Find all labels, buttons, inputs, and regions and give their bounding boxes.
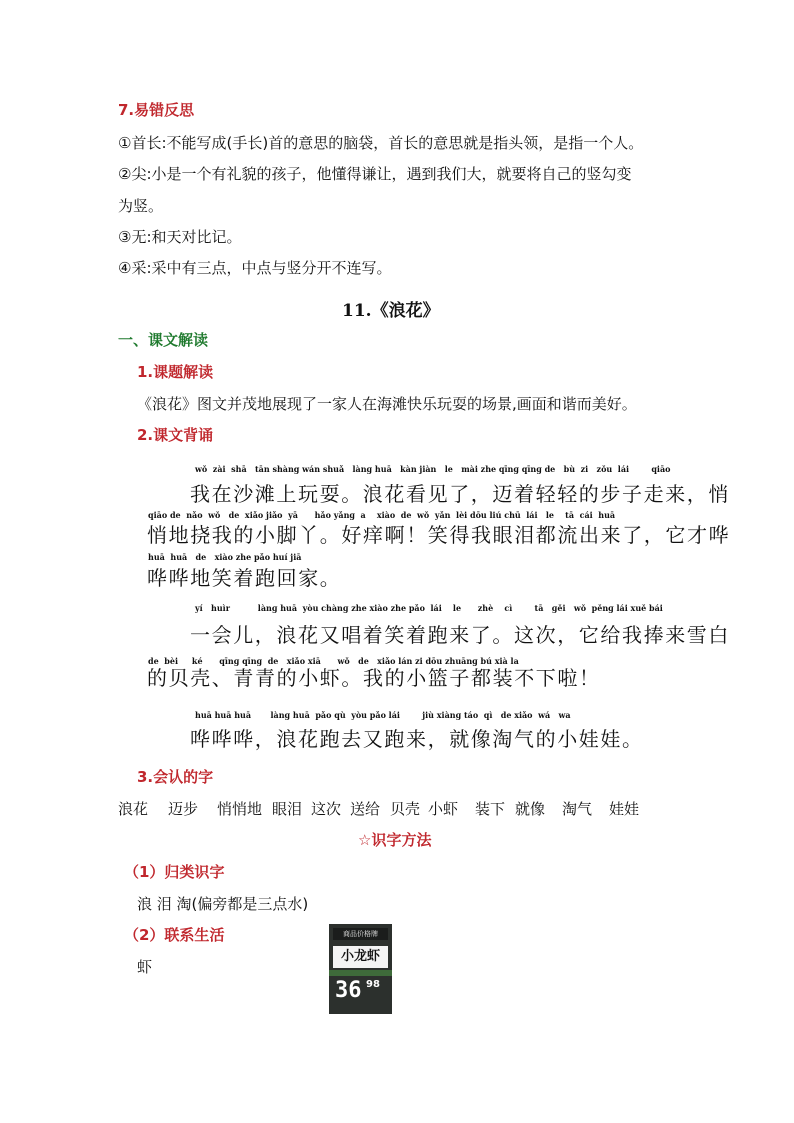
sub-heading: 1.课题解读 [137, 363, 214, 381]
passage-line: 我在沙滩上玩耍。浪花看见了，迈着轻轻的步子走来，悄 [190, 482, 730, 506]
passage-line: 的贝壳、青青的小虾。我的小篮子都装不下啦！ [147, 666, 601, 690]
price-tag-name: 小龙虾 [333, 946, 388, 968]
passage-line: 悄地挠我的小脚丫。好痒啊！笑得我眼泪都流出来了，它才哗 [147, 523, 731, 547]
section-heading: 一、课文解读 [118, 331, 209, 349]
method-text: 虾 [137, 958, 153, 976]
word-item: 这次 [311, 800, 342, 818]
sub-heading: 2.课文背诵 [137, 426, 214, 444]
method-title: ☆识字方法 [358, 831, 432, 849]
word-item: 装下 [475, 800, 506, 818]
price-tag-header: 商品价格牌 [333, 928, 388, 940]
word-list [118, 799, 644, 819]
pinyin-line: wǒ zài shā tān shàng wán shuǎ lànɡ huā kàn jiàn le mài zhe qīnɡ qīnɡ de bù zi zǒu lái qiāo [195, 464, 671, 474]
pinyin-line: huā huā huā lànɡ huā pǎo qù yòu pǎo lái jiù xiànɡ táo qì de xiǎo wá wa [195, 710, 571, 720]
mistakes-heading: 7.易错反思 [118, 101, 195, 119]
lesson-title: 11.《浪花》 [342, 301, 440, 321]
passage-line: 哗哗地笑着跑回家。 [147, 566, 342, 590]
passage-line: 一会儿，浪花又唱着笑着跑来了。这次，它给我捧来雪白 [190, 623, 730, 647]
price-tag-strip [329, 970, 392, 976]
word-item: 送给 [350, 800, 381, 818]
word-item: 就像 [515, 800, 546, 818]
mistake-item: ③无:和天对比记。 [118, 228, 242, 246]
word-item: 悄悄地 [217, 800, 263, 818]
pinyin-line: qiāo de nǎo wǒ de xiǎo jiǎo yā hǎo yǎnɡ a xiào de wǒ yǎn lèi dōu liú chū lái le tā cái huā [148, 510, 616, 520]
price-tag-photo [329, 924, 392, 1014]
price-tag-price: 36 [335, 978, 362, 1003]
sub-text: 《浪花》图文并茂地展现了一家人在海滩快乐玩耍的场景,画面和谐而美好。 [137, 395, 637, 413]
method-heading: （2）联系生活 [124, 926, 225, 944]
word-item: 小虾 [428, 800, 459, 818]
word-item: 淘气 [562, 800, 593, 818]
word-item: 眼泪 [272, 800, 303, 818]
mistake-item: 为竖。 [118, 197, 164, 215]
word-item: 娃娃 [609, 800, 640, 818]
price-tag-decimal: 98 [366, 979, 380, 990]
passage-line: 哗哗哗，浪花跑去又跑来，就像淘气的小娃娃。 [190, 727, 644, 751]
sub-heading: 3.会认的字 [137, 768, 214, 786]
method-text: 浪 泪 淘(偏旁都是三点水) [137, 895, 309, 913]
mistake-item: ④采:采中有三点，中点与竖分开不连写。 [118, 259, 392, 277]
mistake-item: ①首长:不能写成(手长)首的意思的脑袋，首长的意思就是指头领，是指一个人。 [118, 134, 644, 152]
pinyin-line: de bèi ké qīnɡ qīnɡ de xiǎo xiā wǒ de xiǎo lán zi dōu zhuānɡ bú xià la [148, 656, 519, 666]
mistake-item: ②尖:小是一个有礼貌的孩子，他懂得谦让，遇到我们大，就要将自己的竖勾变 [118, 165, 632, 183]
pinyin-line: yí huìr lànɡ huā yòu chànɡ zhe xiào zhe pǎo lái le zhè cì tā ɡěi wǒ pěnɡ lái xuě bái [195, 603, 663, 613]
word-item: 浪花 [118, 800, 149, 818]
word-item: 贝壳 [390, 800, 421, 818]
method-heading: （1）归类识字 [124, 863, 225, 881]
pinyin-line: huā huā de xiào zhe pǎo huí jiā [148, 552, 302, 562]
word-item: 迈步 [168, 800, 199, 818]
